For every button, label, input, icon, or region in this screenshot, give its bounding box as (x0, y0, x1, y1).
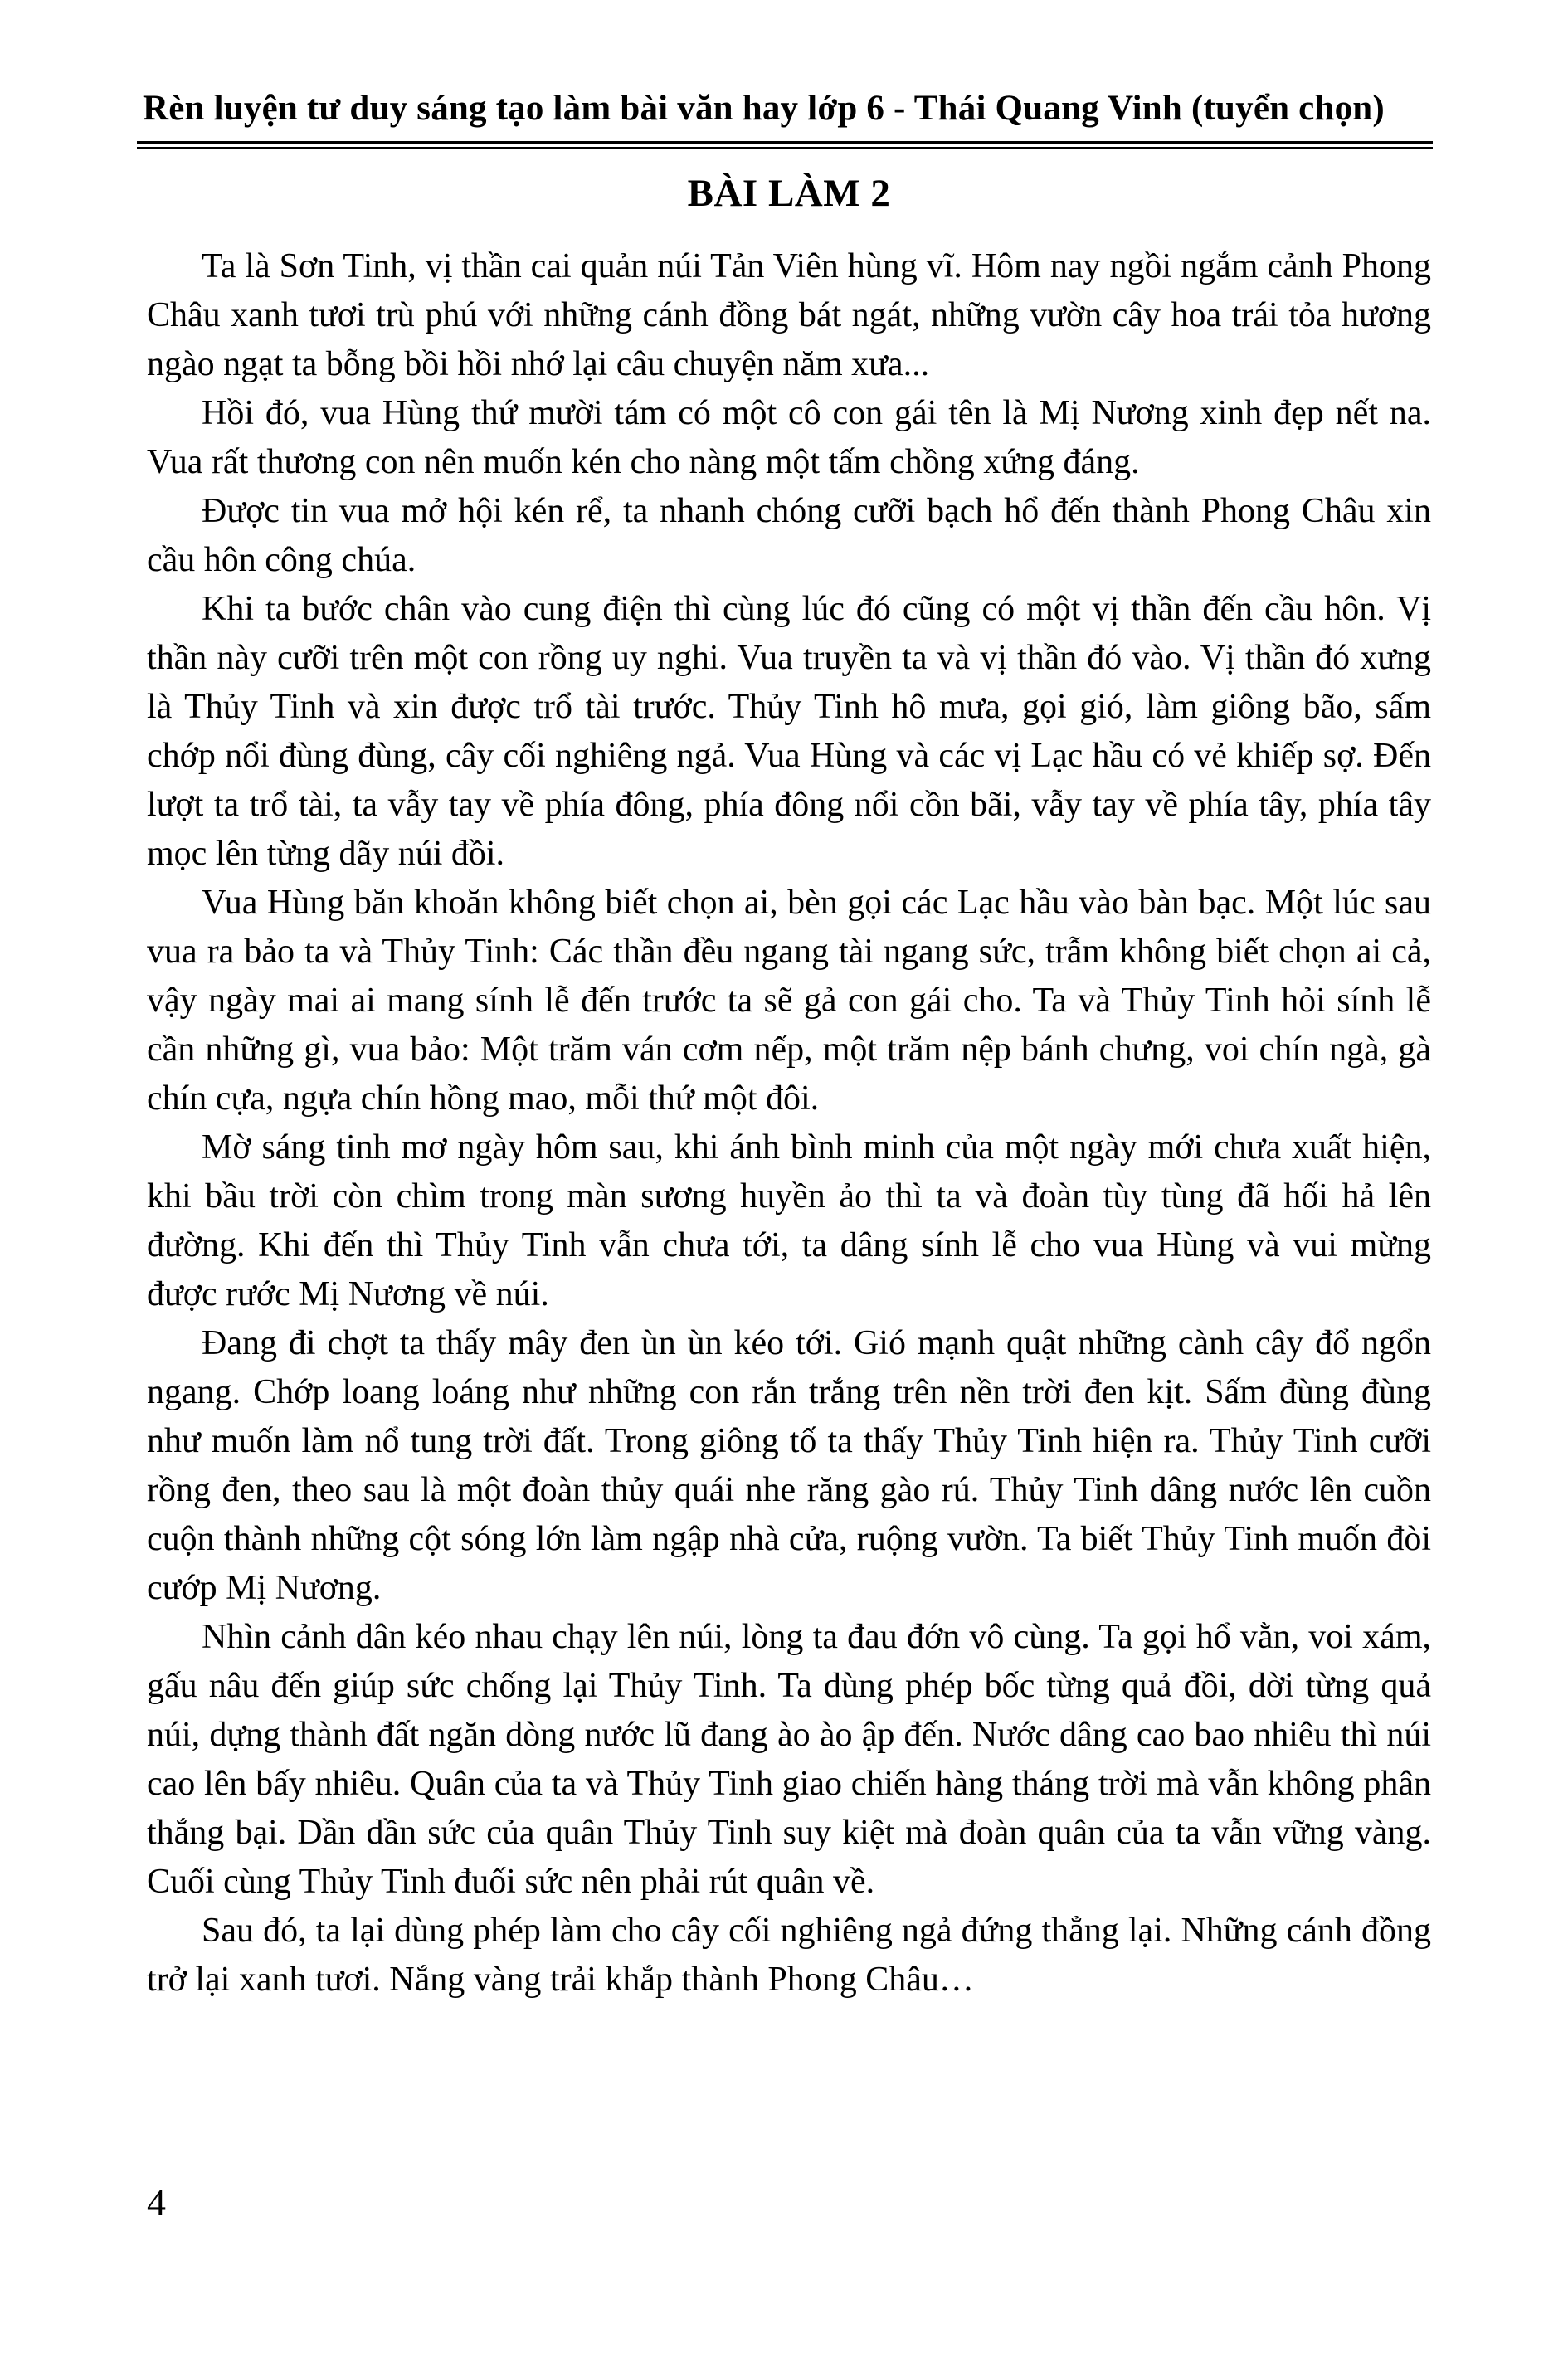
paragraph: Đang đi chợt ta thấy mây đen ùn ùn kéo tới. Gió mạnh quật những cành cây đổ ngổn ngang. Chớp loang loáng như những con rắn trắng trên nền trời đen kịt. Sấm đùng đùng như muốn làm nổ tung trời đất. Trong giông tố ta thấy Thủy Tinh hiện ra. Thủy Tinh cưỡi rồng đen, theo sau là một đoàn thủy quái nhe răng gào rú. Thủy Tinh dâng nước lên cuồn cuộn thành những cột sóng lớn làm ngập nhà cửa, ruộng vườn. Ta biết Thủy Tinh muốn đòi cướp Mị Nương. (147, 1324, 1431, 1607)
paragraph: Ta là Sơn Tinh, vị thần cai quản núi Tản Viên hùng vĩ. Hôm nay ngồi ngắm cảnh Phong Châu xanh tươi trù phú với những cánh đồng bát ngát, những vườn cây hoa trái tỏa hương ngào ngạt ta bỗng bồi hồi nhớ lại câu chuyện năm xưa... (147, 247, 1431, 383)
paragraph: Nhìn cảnh dân kéo nhau chạy lên núi, lòng ta đau đớn vô cùng. Ta gọi hổ vằn, voi xám, gấu nâu đến giúp sức chống lại Thủy Tinh. Ta dùng phép bốc từng quả đồi, dời từng quả núi, dựng thành đất ngăn dòng nước lũ đang ào ào ập đến. Nước dâng cao bao nhiêu thì núi cao lên bấy nhiêu. Quân của ta và Thủy Tinh giao chiến hàng tháng trời mà vẫn không phân thắng bại. Dần dần sức của quân Thủy Tinh suy kiệt mà đoàn quân của ta vẫn vững vàng. Cuối cùng Thủy Tinh đuối sức nên phải rút quân về. (147, 1618, 1431, 1901)
paragraph: Mờ sáng tinh mơ ngày hôm sau, khi ánh bình minh của một ngày mới chưa xuất hiện, khi bầu trời còn chìm trong màn sương huyền ảo thì ta và đoàn tùy tùng đã hối hả lên đường. Khi đến thì Thủy Tinh vẫn chưa tới, ta dâng sính lễ cho vua Hùng và vui mừng được rước Mị Nương về núi. (147, 1128, 1431, 1313)
page-title: BÀI LÀM 2 (687, 172, 891, 215)
paragraph: Khi ta bước chân vào cung điện thì cùng lúc đó cũng có một vị thần đến cầu hôn. Vị thần này cưỡi trên một con rồng uy nghi. Vua truyền ta và vị thần đó vào. Vị thần đó xưng là Thủy Tinh và xin được trổ tài trước. Thủy Tinh hô mưa, gọi gió, làm giông bão, sấm chớp nổi đùng đùng, cây cối nghiêng ngả. Vua Hùng và các vị Lạc hầu có vẻ khiếp sợ. Đến lượt ta trổ tài, ta vẫy tay về phía đông, phía đông nổi cồn bãi, vẫy tay về phía tây, phía tây mọc lên từng dãy núi đồi. (147, 590, 1431, 873)
paragraph: Sau đó, ta lại dùng phép làm cho cây cối nghiêng ngả đứng thẳng lại. Những cánh đồng trở lại xanh tươi. Nắng vàng trải khắp thành Phong Châu… (147, 1912, 1431, 1999)
paragraph: Hồi đó, vua Hùng thứ mười tám có một cô con gái tên là Mị Nương xinh đẹp nết na. Vua rất thương con nên muốn kén cho nàng một tấm chồng xứng đáng. (147, 394, 1431, 481)
essay-body (147, 242, 1431, 2005)
running-header: Rèn luyện tư duy sáng tạo làm bài văn hay lớp 6 - Thái Quang Vinh (tuyển chọn) (143, 89, 1385, 128)
header-divider (137, 141, 1433, 149)
paragraph: Vua Hùng băn khoăn không biết chọn ai, bèn gọi các Lạc hầu vào bàn bạc. Một lúc sau vua ra bảo ta và Thủy Tinh: Các thần đều ngang tài ngang sức, trẫm không biết chọn ai cả, vậy ngày mai ai mang sính lễ đến trước ta sẽ gả con gái cho. Ta và Thủy Tinh hỏi sính lễ cần những gì, vua bảo: Một trăm ván cơm nếp, một trăm nệp bánh chưng, voi chín ngà, gà chín cựa, ngựa chín hồng mao, mỗi thứ một đôi. (147, 884, 1431, 1118)
page-number: 4 (147, 2181, 166, 2224)
paragraph: Được tin vua mở hội kén rể, ta nhanh chóng cưỡi bạch hổ đến thành Phong Châu xin cầu hôn công chúa. (147, 492, 1431, 579)
